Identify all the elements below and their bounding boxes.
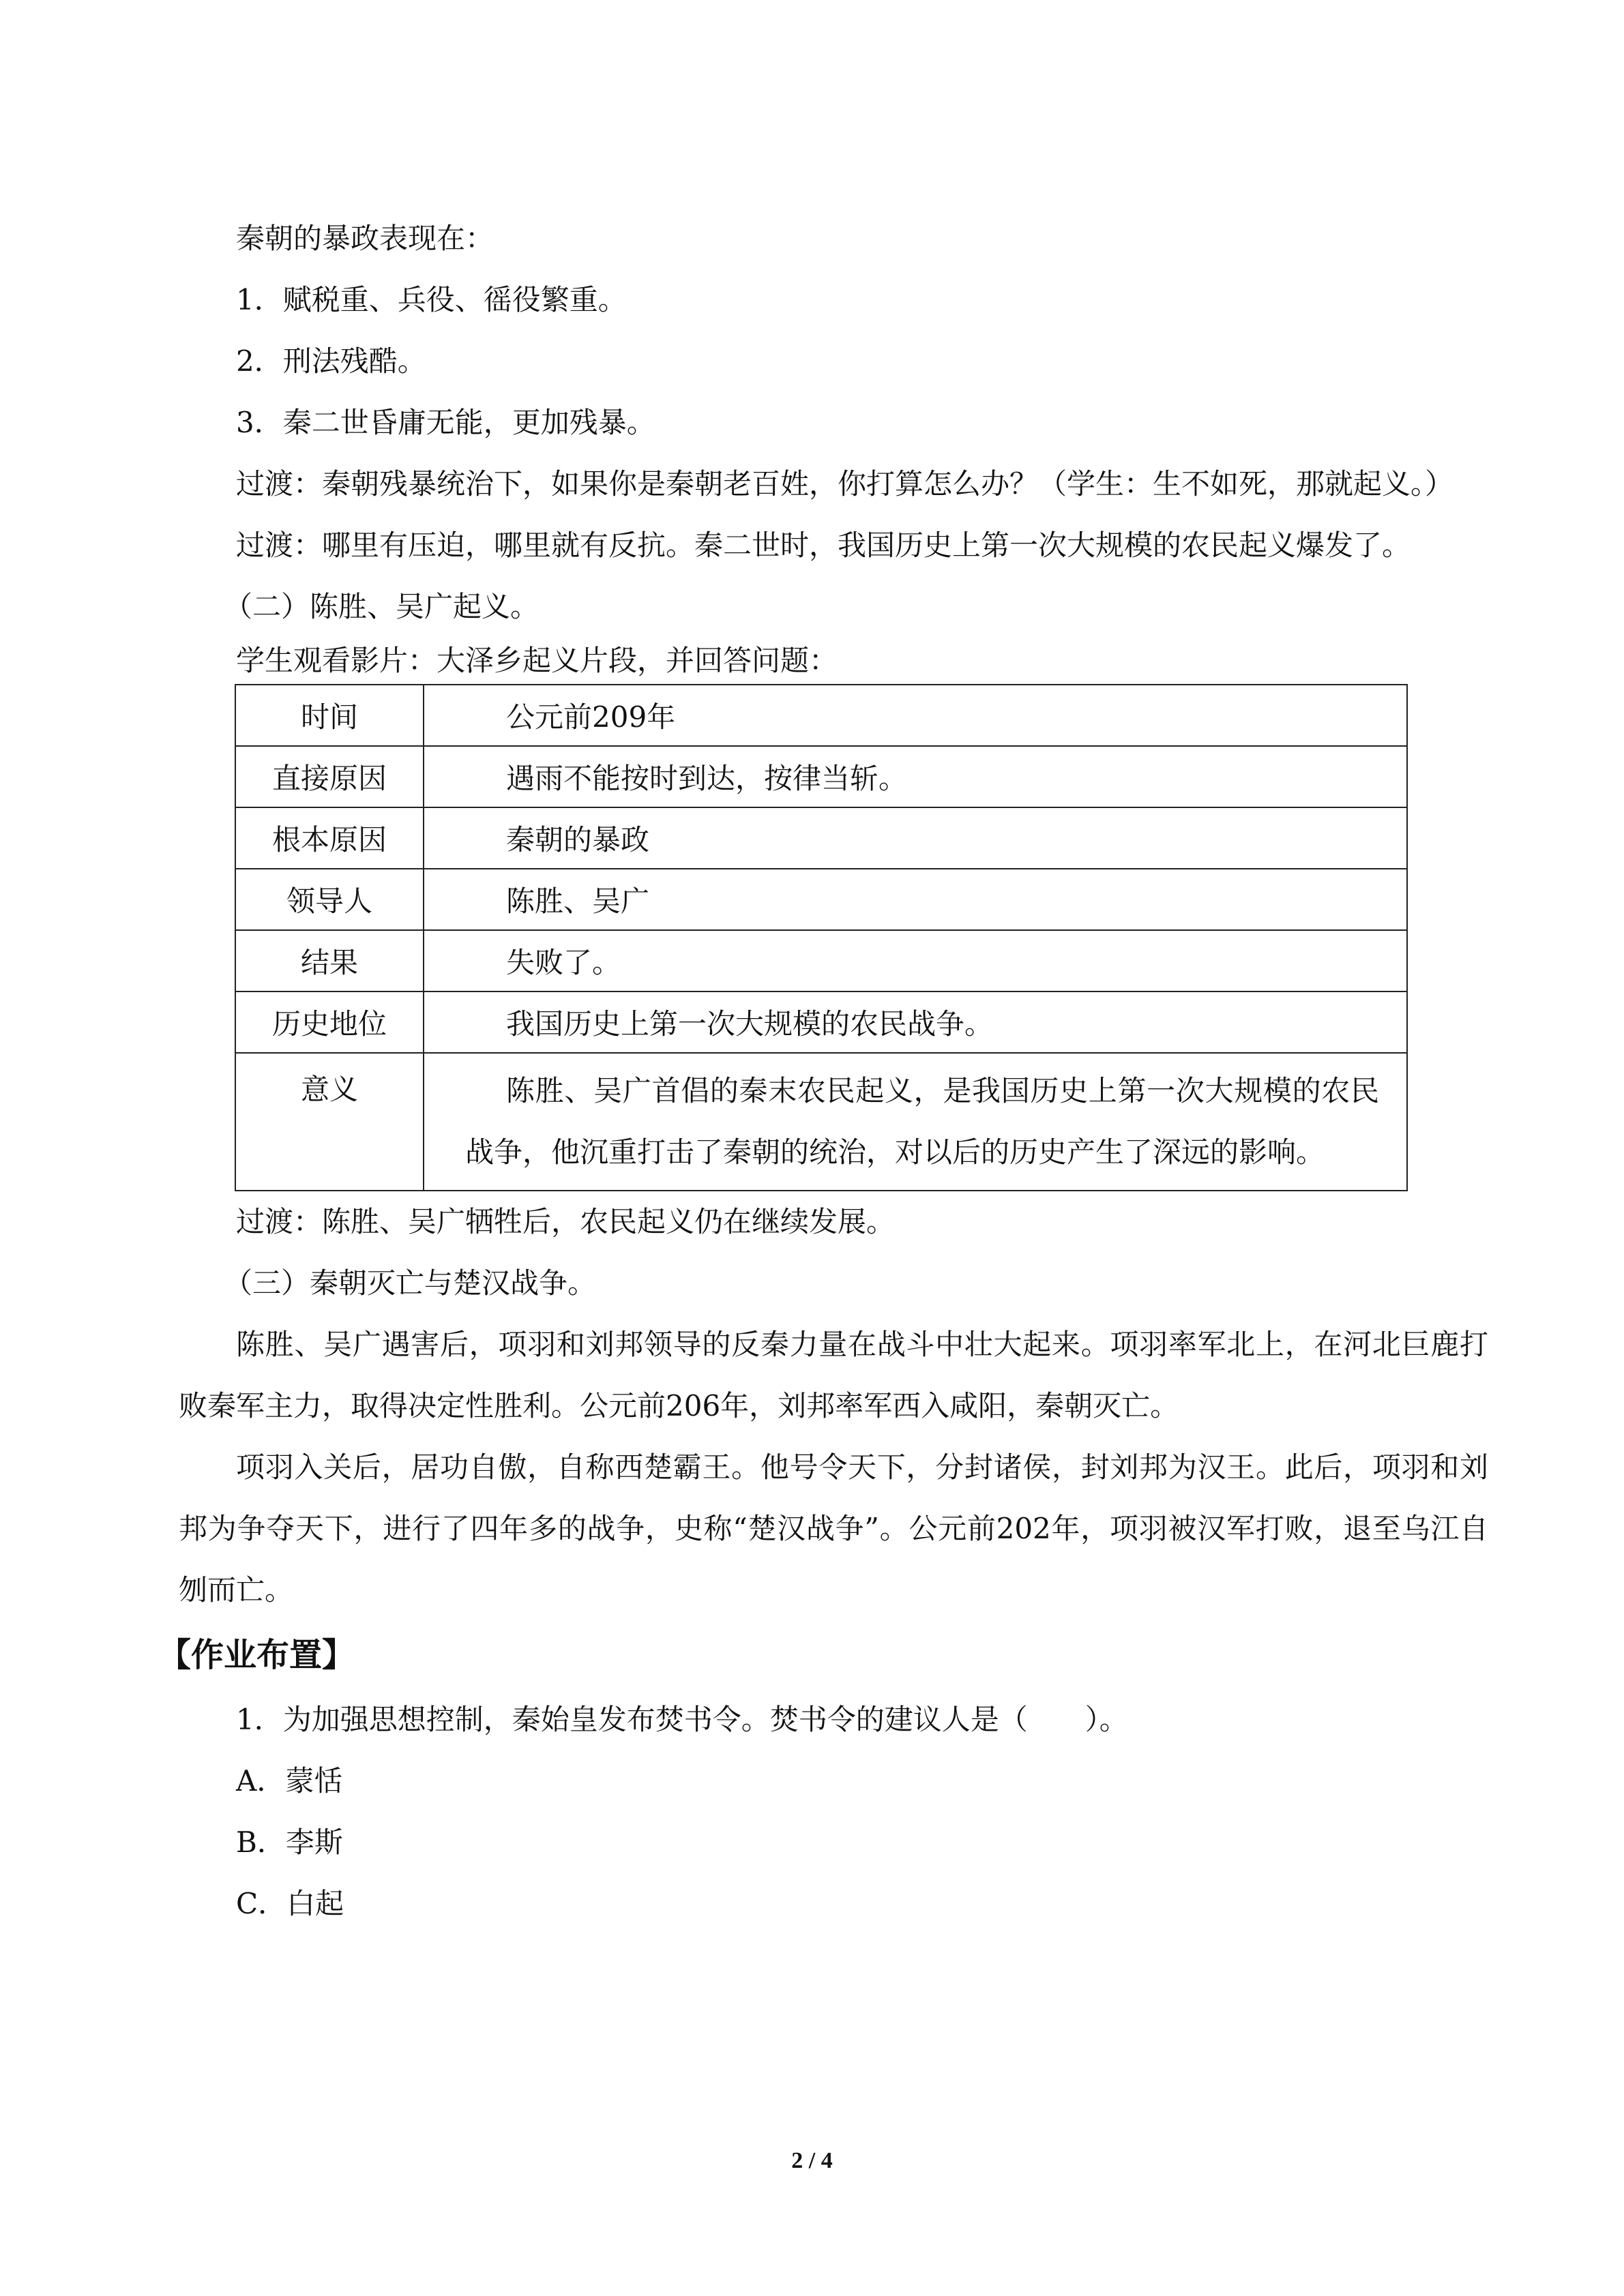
page-number: 2 / 4 xyxy=(791,2148,833,2173)
transition-paragraph-3: 过渡：陈胜、吴广牺牲后，农民起义仍在继续发展。 xyxy=(236,1205,896,1238)
history-paragraph-1: 陈胜、吴广遇害后，项羽和刘邦领导的反秦力量在战斗中壮大起来。项羽率军北上，在河北巨鹿打败秦军主力，取得决定性胜利。公元前206年，刘邦率军西入咸阳，秦朝灭亡。 xyxy=(179,1328,1488,1422)
table-row xyxy=(235,807,1407,869)
tyranny-item-2: 2．刑法残酷。 xyxy=(236,344,426,378)
intro-line: 秦朝的暴政表现在： xyxy=(236,222,494,255)
table-row xyxy=(235,992,1407,1053)
table-value: 我国历史上第一次大规模的农民战争。 xyxy=(424,992,1407,1053)
table-row xyxy=(235,869,1407,930)
video-prompt: 学生观看影片：大泽乡起义片段，并回答问题： xyxy=(236,644,838,677)
section-2-title: （二）陈胜、吴广起义。 xyxy=(224,590,540,623)
table-value: 陈胜、吴广 xyxy=(424,869,1407,930)
uprising-table xyxy=(235,684,1408,1191)
page-content xyxy=(158,208,1488,1935)
table-value: 公元前209年 xyxy=(424,685,1407,746)
table-value: 陈胜、吴广首倡的秦末农民起义，是我国历史上第一次大规模的农民战争，他沉重打击了秦朝的统治，对以后的历史产生了深远的影响。 xyxy=(424,1053,1407,1191)
table-key: 时间 xyxy=(235,685,424,746)
table-key: 领导人 xyxy=(235,869,424,930)
homework-heading: 【作业布置】 xyxy=(158,1636,355,1674)
table-key: 直接原因 xyxy=(235,746,424,807)
table-key: 意义 xyxy=(235,1053,424,1191)
tyranny-item-1: 1．赋税重、兵役、徭役繁重。 xyxy=(236,283,627,316)
transition-paragraph-2: 过渡：哪里有压迫，哪里就有反抗。秦二世时，我国历史上第一次大规模的农民起义爆发了。 xyxy=(236,528,1411,562)
table-row xyxy=(235,746,1407,807)
homework-question-1: 1．为加强思想控制，秦始皇发布焚书令。焚书令的建议人是（ ）。 xyxy=(236,1703,1128,1736)
tyranny-item-3: 3．秦二世昏庸无能，更加残暴。 xyxy=(236,406,655,439)
table-key: 结果 xyxy=(235,930,424,992)
answer-option-b: B．李斯 xyxy=(236,1825,343,1859)
table-value: 失败了。 xyxy=(424,930,1407,992)
table-value: 秦朝的暴政 xyxy=(424,807,1407,869)
section-3-title: （三）秦朝灭亡与楚汉战争。 xyxy=(224,1266,597,1300)
table-row xyxy=(235,930,1407,992)
answer-option-a: A．蒙恬 xyxy=(236,1764,343,1798)
table-key: 历史地位 xyxy=(235,992,424,1053)
table-value: 遇雨不能按时到达，按律当斩。 xyxy=(424,746,1407,807)
answer-option-c: C．白起 xyxy=(236,1887,344,1920)
table-key: 根本原因 xyxy=(235,807,424,869)
table-row xyxy=(235,1053,1407,1191)
transition-paragraph-1: 过渡：秦朝残暴统治下，如果你是秦朝老百姓，你打算怎么办？（学生：生不如死，那就起义。） xyxy=(236,467,1454,501)
table-row xyxy=(235,685,1407,746)
history-paragraph-2: 项羽入关后，居功自傲，自称西楚霸王。他号令天下，分封诸侯，封刘邦为汉王。此后，项羽和刘邦为争夺天下，进行了四年多的战争，史称“楚汉战争”。公元前202年，项羽被汉军打败，退至乌江自刎而亡。 xyxy=(179,1450,1488,1607)
